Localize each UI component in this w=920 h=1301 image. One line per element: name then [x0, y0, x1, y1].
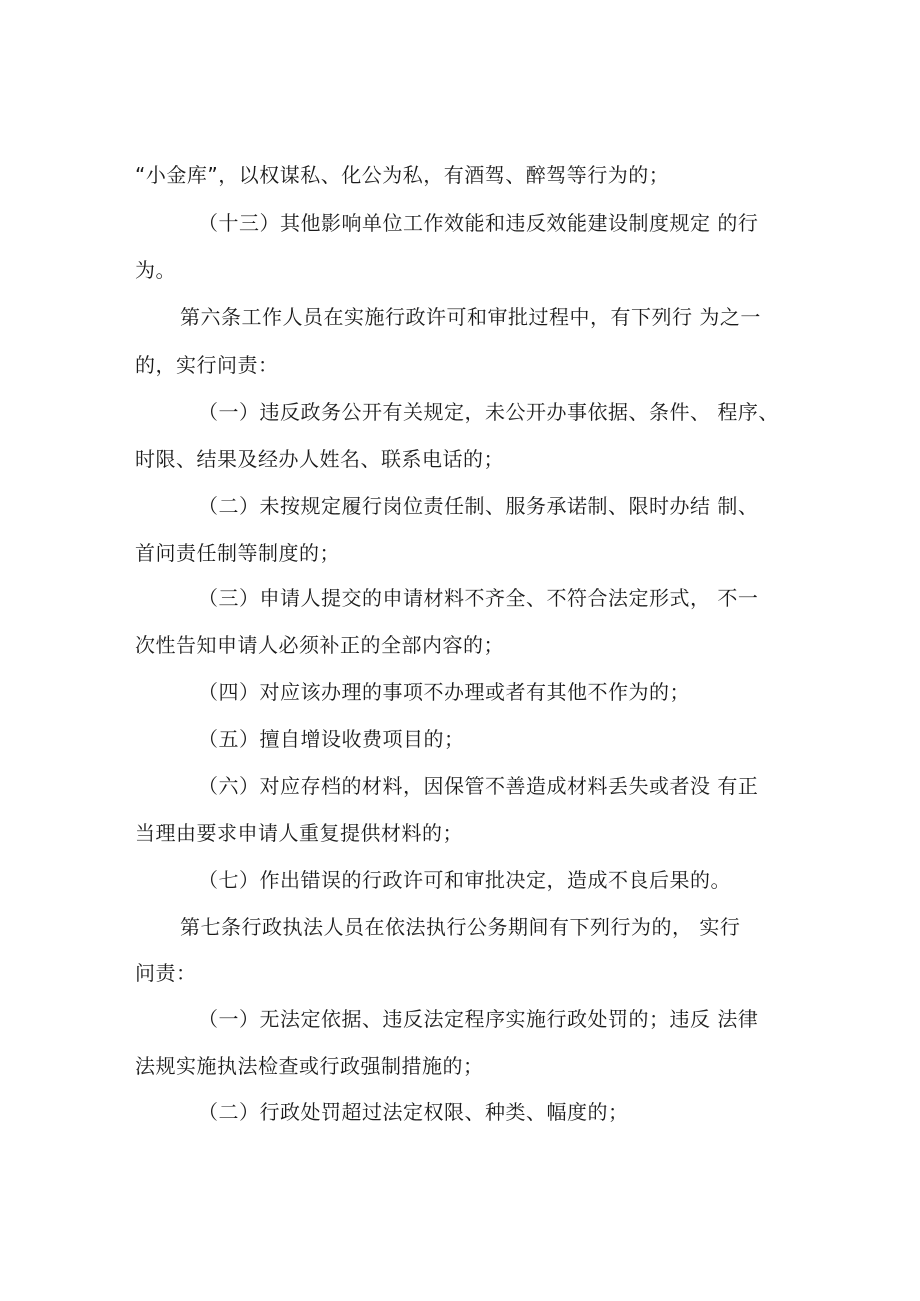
text-line: 的，实行问责： [135, 353, 279, 377]
text-line: （一）违反政务公开有关规定，未公开办事依据、条件、 程序、 [198, 400, 779, 424]
text-line: 为。 [135, 258, 176, 282]
text-line: （七）作出错误的行政许可和审批决定，造成不良后果的。 [198, 868, 731, 892]
text-line: 次性告知申请人必须补正的全部内容的； [135, 633, 504, 657]
text-line: 时限、结果及经办人姓名、联系电话的； [135, 447, 504, 471]
text-line: 问责： [135, 961, 197, 985]
text-line: 首问责任制等制度的； [135, 541, 340, 565]
text-line: （五）擅自增设收费项目的； [198, 727, 465, 751]
text-line: 第六条工作人员在实施行政许可和审批过程中，有下列行 为之一 [180, 305, 761, 329]
text-line: （二）未按规定履行岗位责任制、服务承诺制、限时办结 制、 [198, 494, 759, 518]
text-line: 法规实施执法检查或行政强制措施的； [135, 1054, 484, 1078]
text-line: （四）对应该办理的事项不办理或者有其他不作为的； [198, 680, 690, 704]
text-line: （一）无法定依据、违反法定程序实施行政处罚的；违反 法律 [198, 1007, 759, 1031]
text-line: 当理由要求申请人重复提供材料的； [135, 821, 463, 845]
text-line: （三）申请人提交的申请材料不齐全、不符合法定形式， 不一 [198, 586, 759, 610]
text-line: “小金库”，以权谋私、化公为私，有酒驾、醉驾等行为的； [135, 163, 670, 187]
text-line: （二）行政处罚超过法定权限、种类、幅度的； [198, 1100, 629, 1124]
text-line: 第七条行政执法人员在依法执行公务期间有下列行为的， 实行 [180, 915, 741, 939]
text-line: （十三）其他影响单位工作效能和违反效能建设制度规定 的行 [198, 211, 759, 235]
text-line: （六）对应存档的材料，因保管不善造成材料丢失或者没 有正 [198, 774, 759, 798]
